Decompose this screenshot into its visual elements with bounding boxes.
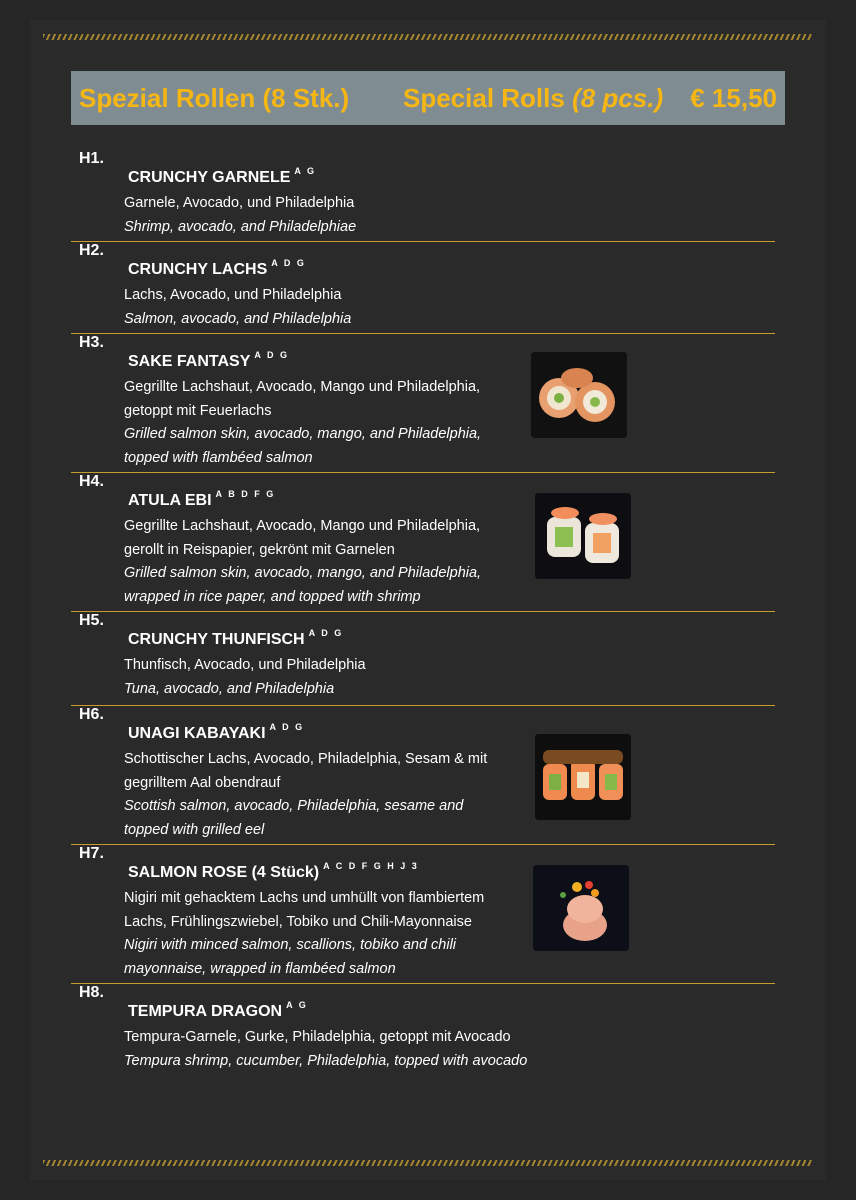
item-code: H2. xyxy=(79,242,104,259)
item-desc-en-line: topped with grilled eel xyxy=(124,821,265,838)
item-desc-de-line: Lachs, Avocado, und Philadelphia xyxy=(124,287,342,303)
item-allergens: A D G xyxy=(269,722,305,732)
section-price: € 15,50 xyxy=(690,83,777,113)
item-name-text: TEMPURA DRAGON xyxy=(128,1003,283,1020)
item-desc-en-line: Tempura shrimp, cucumber, Philadelphia, topped with avocado xyxy=(124,1052,528,1069)
item-description xyxy=(124,887,484,981)
item-name-text: CRUNCHY LACHS xyxy=(128,261,268,278)
item-desc-de-line: Gegrillte Lachshaut, Avocado, Mango und Philadelphia, xyxy=(124,379,481,395)
section-title-en xyxy=(403,83,663,114)
item-name xyxy=(128,861,419,882)
item-desc-de-line: gerollt in Reispapier, gekrönt mit Garnelen xyxy=(124,541,395,558)
item-code: H3. xyxy=(79,334,104,351)
item-description xyxy=(124,654,366,701)
menu-item-h7 xyxy=(71,845,775,984)
item-desc-en-line: Grilled salmon skin, avocado, mango, and Philadelphia, xyxy=(124,565,482,581)
item-desc-de-line: Gegrillte Lachshaut, Avocado, Mango und Philadelphia, xyxy=(124,518,481,534)
item-description xyxy=(124,284,351,331)
item-name-text: CRUNCHY GARNELE xyxy=(128,169,291,186)
item-code: H5. xyxy=(79,612,104,629)
item-name-text: SALMON ROSE (4 Stück) xyxy=(128,864,320,881)
item-allergens: A D G xyxy=(308,628,344,638)
item-desc-de-line: Garnele, Avocado, und Philadelphia xyxy=(124,195,355,211)
item-name xyxy=(128,628,343,649)
item-name-text: SAKE FANTASY xyxy=(128,353,251,370)
sushi-roll-eel-photo xyxy=(535,734,631,820)
item-name xyxy=(128,166,316,187)
section-title-de: Spezial Rollen (8 Stk.) xyxy=(79,83,350,113)
item-desc-en-line: Salmon, avocado, and Philadelphia xyxy=(124,310,352,327)
menu-item-h1 xyxy=(71,150,775,242)
section-header xyxy=(71,71,785,125)
item-code: H1. xyxy=(79,150,104,167)
sushi-roll-rice-paper-photo xyxy=(535,493,631,579)
menu-item-h4 xyxy=(71,473,775,612)
item-name xyxy=(128,722,304,743)
item-code: H6. xyxy=(79,706,104,723)
section-title-en-main: Special Rolls xyxy=(403,83,565,113)
item-desc-en-line: mayonnaise, wrapped in flambéed salmon xyxy=(124,960,396,977)
item-code: H4. xyxy=(79,473,104,490)
menu-item-h8 xyxy=(71,984,775,1080)
item-allergens: A C D F G H J 3 xyxy=(323,861,419,871)
item-description xyxy=(124,515,481,609)
salmon-rose-photo xyxy=(533,865,629,951)
item-description xyxy=(124,748,487,842)
item-desc-en-line: Scottish salmon, avocado, Philadelphia, sesame and xyxy=(124,798,464,814)
item-allergens: A B D F G xyxy=(215,489,276,499)
item-description xyxy=(124,376,481,470)
menu-item-h3 xyxy=(71,334,775,473)
item-desc-en-line: topped with flambéed salmon xyxy=(124,449,313,466)
item-name xyxy=(128,1000,308,1021)
item-allergens: A G xyxy=(286,1000,308,1010)
decorative-border-bottom xyxy=(43,1160,813,1166)
item-name xyxy=(128,489,275,510)
item-desc-en-line: Nigiri with minced salmon, scallions, tobiko and chili xyxy=(124,937,457,953)
item-desc-de-line: gegrilltem Aal obendrauf xyxy=(124,774,281,791)
item-allergens: A D G xyxy=(254,350,290,360)
item-desc-en-line: wrapped in rice paper, and topped with shrimp xyxy=(124,588,421,605)
item-name-text: ATULA EBI xyxy=(128,492,212,509)
section-title-en-paren: (8 pcs.) xyxy=(572,83,664,113)
item-name xyxy=(128,258,306,279)
item-desc-de-line: Thunfisch, Avocado, und Philadelphia xyxy=(124,657,366,673)
item-desc-de-line: Lachs, Frühlingszwiebel, Tobiko und Chili-Mayonnaise xyxy=(124,913,472,930)
item-name-text: CRUNCHY THUNFISCH xyxy=(128,631,305,648)
item-desc-en-line: Shrimp, avocado, and Philadelphiae xyxy=(124,218,357,235)
menu-item-h5 xyxy=(71,612,775,706)
item-desc-de-line: Tempura-Garnele, Gurke, Philadelphia, getoppt mit Avocado xyxy=(124,1029,511,1045)
item-allergens: A G xyxy=(294,166,317,176)
item-code: H7. xyxy=(79,845,104,862)
item-desc-en-line: Grilled salmon skin, avocado, mango, and Philadelphia, xyxy=(124,426,482,442)
item-name xyxy=(128,350,289,371)
menu-item-h2 xyxy=(71,242,775,334)
item-allergens: A D G xyxy=(271,258,306,268)
menu-item-h6 xyxy=(71,706,775,845)
item-desc-en-line: Tuna, avocado, and Philadelphia xyxy=(124,680,335,697)
sushi-roll-flambe-salmon-photo xyxy=(531,352,627,438)
item-description xyxy=(124,1026,527,1073)
decorative-border-top xyxy=(43,34,813,40)
item-description xyxy=(124,192,356,239)
item-name-text: UNAGI KABAYAKI xyxy=(128,725,266,742)
item-code: H8. xyxy=(79,984,104,1001)
item-desc-de-line: Nigiri mit gehacktem Lachs und umhüllt von flambiertem xyxy=(124,890,485,906)
item-desc-de-line: Schottischer Lachs, Avocado, Philadelphia, Sesam & mit xyxy=(124,751,488,767)
item-desc-de-line: getoppt mit Feuerlachs xyxy=(124,402,272,419)
